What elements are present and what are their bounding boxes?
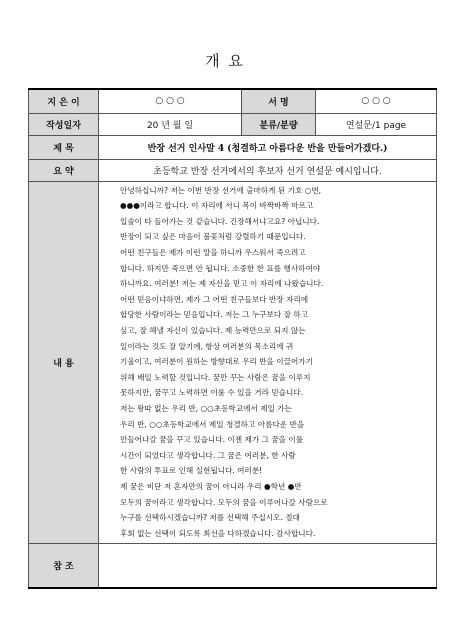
summary-form-table (28, 88, 437, 589)
author-label: 지 은 이 (29, 89, 99, 113)
category-value[interactable]: 연설문/1 page (316, 113, 437, 135)
reference-value[interactable] (99, 543, 437, 588)
content-line: 안녕하십니까? 저는 이번 반장 선거에 출마하게 된 기호 ○번, (120, 185, 322, 195)
summary-value[interactable]: 초등학교 반장 선거에서의 후보자 선거 연설문 예시입니다. (99, 159, 437, 181)
speech-text (120, 183, 422, 542)
author-row (29, 89, 437, 113)
reference-label: 참 조 (29, 543, 99, 588)
summary-label: 요 약 (29, 159, 99, 181)
category-label: 분류/분량 (242, 113, 316, 135)
content-body[interactable] (99, 181, 437, 543)
content-line: 저는 왕따 없는 우리 반, ○○초등학교에서 제일 가는 (120, 403, 292, 413)
date-label: 작성일자 (29, 113, 99, 135)
content-line: 일이라는 것도 잘 알기에, 항상 여러분의 목소리에 귀 (120, 341, 294, 351)
subject-value[interactable]: 반장 선거 인사말 4 (청결하고 아름다운 반을 만들어가겠다.) (99, 135, 437, 159)
summary-row (29, 159, 437, 181)
content-line: 반장이 되고 싶은 마음이 불꽃처럼 강렬하기 때문입니다. (120, 232, 306, 242)
document-title: 개 요 (205, 52, 245, 70)
content-line: 우리 반, ○○초등학교에서 제일 청결하고 아름다운 반을 (120, 419, 305, 429)
content-line: 어떤 믿음이냐하면, 제가 그 어떤 친구들보다 반장 자리에 (120, 294, 309, 304)
content-line: 기울이고, 여러분이 원하는 방향대로 우리 반을 이끌어가기 (120, 357, 313, 367)
content-line: 입술이 타 들어가는 것 같습니다. 긴장해서냐고요? 아닙니다. (120, 216, 320, 226)
content-line: 위해 배일 노력할 것입니다. 꿈만 꾸는 사람은 꿈을 이루지 (120, 372, 311, 382)
content-line: 어떤 친구들은 제가 이런 말을 하니까 우스워서 죽으려고 (120, 248, 306, 258)
author-value[interactable]: ○ ○ ○ (99, 89, 242, 113)
content-line: 하니까요. 여러분! 저는 제 자신을 믿고 이 자리에 나왔습니다. (120, 279, 324, 289)
content-line: 누구를 선택하시겠습니까? 저를 선택해 주십시오. 절대 (120, 513, 300, 523)
content-line: 싶고, 잘 해낼 자신이 있습니다. 제 능력만으로 되지 않는 (120, 326, 306, 336)
content-line: 못하지만, 꿈꾸고 노력하면 이룰 수 있을 거라 믿습니다. (120, 388, 304, 398)
content-line: 시간이 되었다고 생각합니다. 그 꿈은 여러분, 한 사람 (120, 450, 296, 460)
signature-value[interactable]: ○ ○ ○ (316, 89, 437, 113)
content-line: 제 꿈은 비단 저 혼자만의 꿈이 아니라 우리 ●학년 ●반 (120, 481, 302, 491)
subject-row (29, 135, 437, 159)
content-line: 한 사람의 투표로 인해 실현됩니다. 여러분! (120, 466, 263, 476)
content-line: ●●●이라고 합니다. 이 자리에 서니 목이 바짝바짝 마르고 (120, 201, 314, 211)
content-label: 내 용 (29, 181, 99, 543)
content-line: 합니다. 하지만 죽으면 안 됩니다. 소중한 한 표를 행사하여야 (120, 263, 321, 273)
date-row (29, 113, 437, 135)
content-line: 합당한 사람이라는 믿음입니다. 저는 그 누구보다 잘 하고 (120, 310, 309, 320)
date-value[interactable]: 20 년 월 일 (99, 113, 242, 135)
reference-row (29, 543, 437, 588)
subject-label: 제 목 (29, 135, 99, 159)
content-line: 모두의 꿈이라고 생각합니다. 모두의 꿈을 이루어나갈 사람으로 (120, 497, 328, 507)
signature-label: 서 명 (242, 89, 316, 113)
content-line: 후회 없는 선택이 되도록 최선을 다하겠습니다. 감사합니다. (120, 528, 316, 538)
content-row (29, 181, 437, 543)
content-line: 만들어나갈 꿈을 꾸고 있습니다. 이젠 제가 그 꿈을 이룰 (120, 435, 304, 445)
